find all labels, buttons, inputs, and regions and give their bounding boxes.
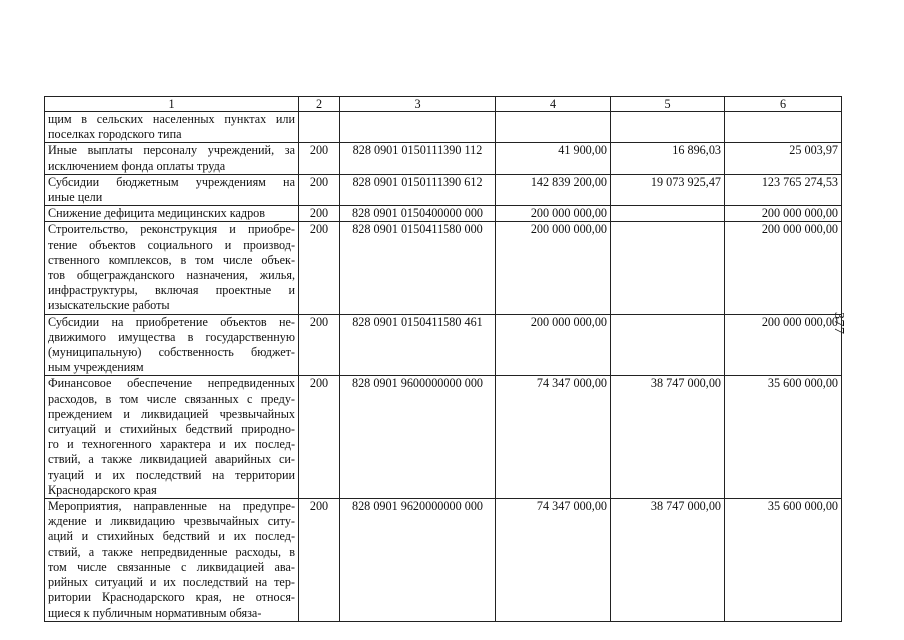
description-line: том числе связанные с ликвидацией ава- [48, 559, 295, 574]
row-description [45, 376, 299, 499]
row-classification-code: 828 0901 0150111390 112 [340, 143, 496, 174]
row-description [45, 499, 299, 622]
description-line: расходов, в том числе связанных с преду- [48, 391, 295, 406]
row-description [45, 206, 299, 222]
description-line: рийных ситуаций и их последствий на тер- [48, 575, 295, 590]
table-row [45, 376, 842, 499]
description-line: ствий, а также ликвидацией аварийных си- [48, 452, 295, 467]
row-code: 200 [299, 174, 340, 205]
row-amount-col5: 19 073 925,47 [611, 174, 725, 205]
description-line: ным учреждениям [48, 360, 144, 375]
row-amount-col6: 123 765 274,53 [725, 174, 842, 205]
page-number: 377 [831, 312, 846, 335]
description-line: Субсидии бюджетным учреждениям на [48, 174, 295, 189]
row-classification-code: 828 0901 0150411580 461 [340, 314, 496, 376]
description-line: Мероприятия, направленные на предупре- [48, 499, 295, 514]
row-amount-col4: 142 839 200,00 [496, 174, 611, 205]
table-row [45, 206, 842, 222]
table-row [45, 222, 842, 314]
row-classification-code: 828 0901 0150411580 000 [340, 222, 496, 314]
row-code [299, 112, 340, 143]
description-line: Снижение дефицита медицинских кадров [48, 206, 266, 221]
row-description [45, 112, 299, 143]
column-header-2: 2 [299, 97, 340, 112]
description-line: ситуаций и стихийных бедствий природно- [48, 422, 295, 437]
row-amount-col4: 200 000 000,00 [496, 222, 611, 314]
description-line: преждением и ликвидацией чрезвычайных [48, 406, 295, 421]
description-line: тов общегражданского назначения, жилья, [48, 268, 295, 283]
description-line: Финансовое обеспечение непредвиденных [48, 376, 295, 391]
description-line: Иные выплаты персоналу учреждений, за [48, 143, 295, 158]
table-row [45, 314, 842, 376]
table-row [45, 143, 842, 174]
row-classification-code: 828 0901 0150111390 612 [340, 174, 496, 205]
column-header-5: 5 [611, 97, 725, 112]
description-line: ждение и ликвидацию чрезвычайных ситу- [48, 514, 295, 529]
row-description [45, 222, 299, 314]
row-amount-col5 [611, 314, 725, 376]
budget-table [44, 96, 842, 622]
row-amount-col4: 200 000 000,00 [496, 206, 611, 222]
row-classification-code: 828 0901 9620000000 000 [340, 499, 496, 622]
row-classification-code: 828 0901 9600000000 000 [340, 376, 496, 499]
description-line: (муниципальную) собственность бюджет- [48, 345, 295, 360]
column-header-4: 4 [496, 97, 611, 112]
row-amount-col5 [611, 112, 725, 143]
row-amount-col6: 200 000 000,00 [725, 206, 842, 222]
row-amount-col4 [496, 112, 611, 143]
column-header-6: 6 [725, 97, 842, 112]
description-line: туаций и их последствий на территории [48, 467, 295, 482]
description-line: аций и стихийных бедствий и их послед- [48, 529, 295, 544]
description-line: движимого имущества в государственную [48, 329, 295, 344]
row-amount-col5: 38 747 000,00 [611, 376, 725, 499]
description-line: Субсидии на приобретение объектов не- [48, 314, 295, 329]
row-amount-col4: 41 900,00 [496, 143, 611, 174]
description-line: щим в сельских населенных пунктах или [48, 112, 295, 126]
row-amount-col5 [611, 206, 725, 222]
row-amount-col6: 200 000 000,00 [725, 314, 842, 376]
column-header-3: 3 [340, 97, 496, 112]
description-line: поселках городского типа [48, 127, 182, 142]
row-classification-code [340, 112, 496, 143]
table-row [45, 112, 842, 143]
row-amount-col5: 38 747 000,00 [611, 499, 725, 622]
row-code: 200 [299, 206, 340, 222]
row-code: 200 [299, 222, 340, 314]
description-line: щиеся к публичным нормативным обяза- [48, 605, 262, 620]
row-description [45, 314, 299, 376]
description-line: ствий, а также непредвиденные расходы, в [48, 544, 295, 559]
row-amount-col6: 35 600 000,00 [725, 376, 842, 499]
row-description [45, 174, 299, 205]
table-row [45, 174, 842, 205]
row-amount-col5: 16 896,03 [611, 143, 725, 174]
row-amount-col6: 35 600 000,00 [725, 499, 842, 622]
description-line: го и техногенного характера и их послед- [48, 437, 295, 452]
row-code: 200 [299, 499, 340, 622]
row-code: 200 [299, 143, 340, 174]
row-amount-col6: 25 003,97 [725, 143, 842, 174]
description-line: тение объектов социального и производ- [48, 237, 295, 252]
description-line: Краснодарского края [48, 482, 157, 497]
description-line: ритории Краснодарского края, не относя- [48, 590, 295, 605]
row-code: 200 [299, 314, 340, 376]
row-amount-col4: 74 347 000,00 [496, 499, 611, 622]
description-line: исключением фонда оплаты труда [48, 158, 226, 173]
description-line: ственного комплексов, в том числе объек- [48, 252, 295, 267]
row-code: 200 [299, 376, 340, 499]
row-classification-code: 828 0901 0150400000 000 [340, 206, 496, 222]
table-row [45, 499, 842, 622]
row-description [45, 143, 299, 174]
row-amount-col6: 200 000 000,00 [725, 222, 842, 314]
description-line: Строительство, реконструкция и приобре- [48, 222, 295, 237]
description-line: иные цели [48, 190, 103, 205]
column-header-1: 1 [45, 97, 299, 112]
row-amount-col6 [725, 112, 842, 143]
row-amount-col4: 200 000 000,00 [496, 314, 611, 376]
row-amount-col5 [611, 222, 725, 314]
description-line: инфраструктуры, включая проектные и [48, 283, 295, 298]
row-amount-col4: 74 347 000,00 [496, 376, 611, 499]
table-header-row [45, 97, 842, 112]
description-line: изыскательские работы [48, 298, 170, 313]
